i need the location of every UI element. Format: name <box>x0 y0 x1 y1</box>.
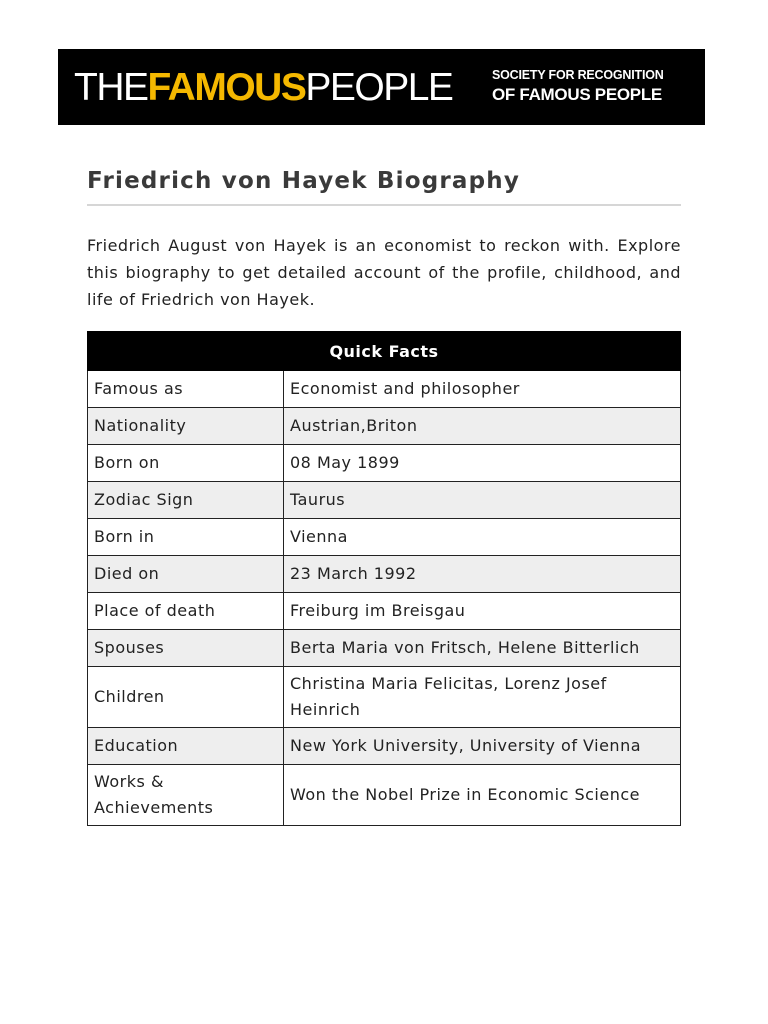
fact-label: Born on <box>88 445 284 482</box>
quick-facts-header: Quick Facts <box>88 332 681 371</box>
site-tagline <box>492 69 664 103</box>
table-row <box>88 556 681 593</box>
quick-facts-header-row <box>88 332 681 371</box>
fact-value: Taurus <box>284 482 681 519</box>
fact-label: Works & Achievements <box>88 765 284 826</box>
table-row <box>88 593 681 630</box>
table-row <box>88 667 681 728</box>
fact-label: Children <box>88 667 284 728</box>
fact-value: Austrian,Briton <box>284 408 681 445</box>
table-row <box>88 482 681 519</box>
table-row <box>88 371 681 408</box>
fact-value: Vienna <box>284 519 681 556</box>
table-row <box>88 445 681 482</box>
fact-value: Won the Nobel Prize in Economic Science <box>284 765 681 826</box>
logo-text-famous: FAMOUS <box>147 65 306 109</box>
fact-value: 23 March 1992 <box>284 556 681 593</box>
fact-label: Zodiac Sign <box>88 482 284 519</box>
tagline-line-1: SOCIETY FOR RECOGNITION <box>492 68 664 82</box>
table-row <box>88 765 681 826</box>
table-row <box>88 728 681 765</box>
fact-label: Spouses <box>88 630 284 667</box>
site-banner <box>58 49 705 125</box>
site-logo[interactable] <box>74 63 452 111</box>
fact-label: Education <box>88 728 284 765</box>
fact-label: Died on <box>88 556 284 593</box>
logo-text-the: THE <box>74 65 148 109</box>
table-row <box>88 630 681 667</box>
fact-label: Nationality <box>88 408 284 445</box>
fact-label: Born in <box>88 519 284 556</box>
fact-value: Freiburg im Breisgau <box>284 593 681 630</box>
fact-label: Place of death <box>88 593 284 630</box>
page-title: Friedrich von Hayek Biography <box>87 168 681 206</box>
table-row <box>88 519 681 556</box>
table-row <box>88 408 681 445</box>
fact-value: Christina Maria Felicitas, Lorenz Josef Heinrich <box>284 667 681 728</box>
tagline-line-2: OF FAMOUS PEOPLE <box>492 84 662 104</box>
fact-label: Famous as <box>88 371 284 408</box>
fact-value: Berta Maria von Fritsch, Helene Bitterlich <box>284 630 681 667</box>
fact-value: 08 May 1899 <box>284 445 681 482</box>
intro-paragraph: Friedrich August von Hayek is an economist to reckon with. Explore this biography to get detailed account of the profile, childhood, and life of Friedrich von Hayek. <box>87 236 681 309</box>
logo-text-people: PEOPLE <box>305 65 453 109</box>
fact-value: Economist and philosopher <box>284 371 681 408</box>
quick-facts-table <box>87 331 681 826</box>
fact-value: New York University, University of Vienna <box>284 728 681 765</box>
